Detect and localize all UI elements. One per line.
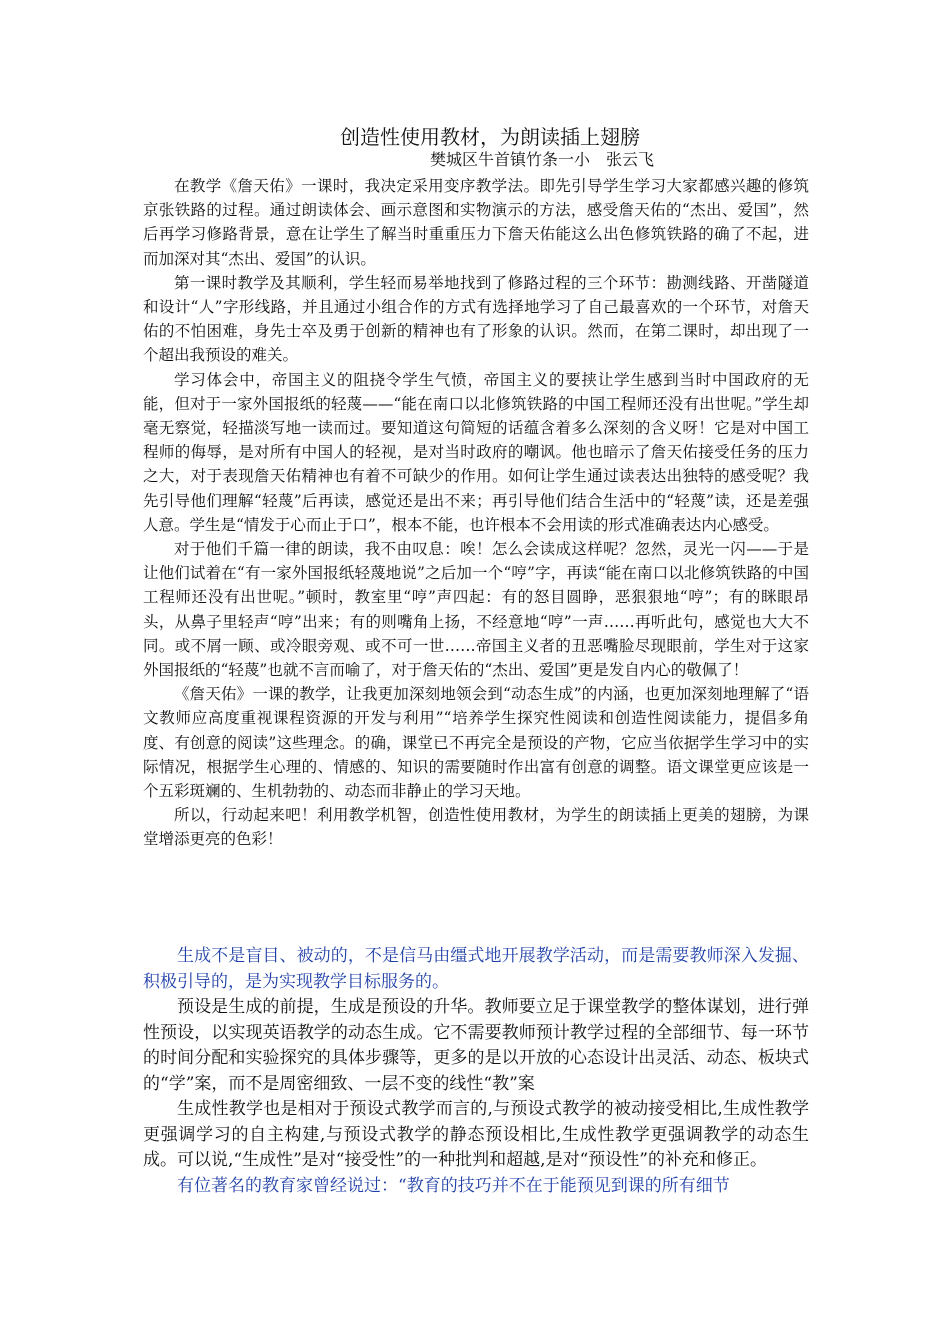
highlight-paragraph: 生成不是盲目、被动的，不是信马由缰式地开展教学活动，而是需要教师深入发掘、积极引导的，是为实现教学目标服务的。	[143, 946, 809, 992]
paragraph: 生成性教学也是相对于预设式教学而言的,与预设式教学的被动接受相比,生成性教学更强调学习的自主构建,与预设式教学的静态预设相比,生成性教学更强调教学的动态生成。可以说,“生成性”是对“接受性”的一种批判和超越,是对“预设性”的补充和修正。	[143, 1099, 809, 1170]
paragraph: 《詹天佑》一课的教学，让我更加深刻地领会到“动态生成”的内涵，也更加深刻地理解了“语文教师应高度重视课程资源的开发与利用”“培养学生探究性阅读和创造性阅读能力，提倡多角度、有创意的阅读”这些理念。的确，课堂已不再完全是预设的产物，它应当依据学生学习中的实际情况，根据学生心理的、情感的、知识的需要随时作出富有创意的调整。语文课堂更应该是一个五彩斑斓的、生机勃勃的、动态而非静止的学习天地。	[143, 685, 809, 801]
article-body	[143, 174, 809, 852]
paragraph: 所以，行动起来吧！利用教学机智，创造性使用教材，为学生的朗读插上更美的翅膀，为课堂增添更亮的色彩！	[143, 806, 809, 849]
highlight-paragraph: 有位著名的教育家曾经说过：“教育的技巧并不在于能预见到课的所有细节	[177, 1175, 730, 1196]
paragraph: 学习体会中，帝国主义的阻挠令学生气愤，帝国主义的要挟让学生感到当时中国政府的无能，但对于一家外国报纸的轻蔑——“能在南口以北修筑铁路的中国工程师还没有出世呢。”学生却毫无察觉，轻描淡写地一读而过。要知道这句简短的话蕴含着多么深刻的含义呀！它是对中国工程师的侮辱，是对所有中国人的轻视，是对当时政府的嘲讽。他也暗示了詹天佑接受任务的压力之大，对于表现詹天佑精神也有着不可缺少的作用。如何让学生通过读表达出独特的感受呢？我先引导他们理解“轻蔑”后再读，感觉还是出不来；再引导他们结合生活中的“轻蔑”读，还是差强人意。学生是“情发于心而止于口”，根本不能，也许根本不会用读的形式准确表达内心感受。	[143, 370, 809, 534]
paragraph: 对于他们千篇一律的朗读，我不由叹息：唉！怎么会读成这样呢？忽然，灵光一闪——于是让他们试着在“有一家外国报纸轻蔑地说”之后加一个“哼”字，再读“能在南口以北修筑铁路的中国工程师还没有出世呢。”顿时，教室里“哼”声四起：有的怒目圆睁，恶狠狠地“哼”；有的眯眼昂头，从鼻子里轻声“哼”出来；有的则嘴角上扬，不经意地“哼”一声……再听此句，感觉也大大不同。或不屑一顾、或冷眼旁观、或不可一世……帝国主义者的丑恶嘴脸尽现眼前，学生对于这家外国报纸的“轻蔑”也就不言而喻了，对于詹天佑的“杰出、爱国”更是发自内心的敬佩了！	[143, 540, 809, 680]
paragraph: 在教学《詹天佑》一课时，我决定采用变序教学法。即先引导学生学习大家都感兴趣的修筑京张铁路的过程。通过朗读体会、画示意图和实物演示的方法，感受詹天佑的“杰出、爱国”，然后再学习修路背景，意在让学生了解当时重重压力下詹天佑能这么出色修筑铁路的确了不起，进而加深对其“杰出、爱国”的认识。	[143, 177, 809, 268]
paragraph: 预设是生成的前提，生成是预设的升华。教师要立足于课堂教学的整体谋划，进行弹性预设，以实现英语教学的动态生成。它不需要教师预计教学过程的全部细节、每一环节的时间分配和实验探究的具体步骤等，更多的是以开放的心态设计出灵活、动态、板块式的“学”案，而不是周密细致、一层不变的线性“教”案	[143, 997, 809, 1094]
notes-body	[143, 944, 809, 1199]
page-title: 创造性使用教材，为朗读插上翅膀	[340, 125, 640, 149]
author-line: 樊城区牛首镇竹条一小 张云飞	[430, 150, 655, 169]
paragraph: 第一课时教学及其顺利，学生轻而易举地找到了修路过程的三个环节：勘测线路、开凿隧道和设计“人”字形线路，并且通过小组合作的方式有选择地学习了自己最喜欢的一个环节，对詹天佑的不怕困难，身先士卒及勇于创新的精神也有了形象的认识。然而，在第二课时，却出现了一个超出我预设的难关。	[143, 273, 809, 365]
